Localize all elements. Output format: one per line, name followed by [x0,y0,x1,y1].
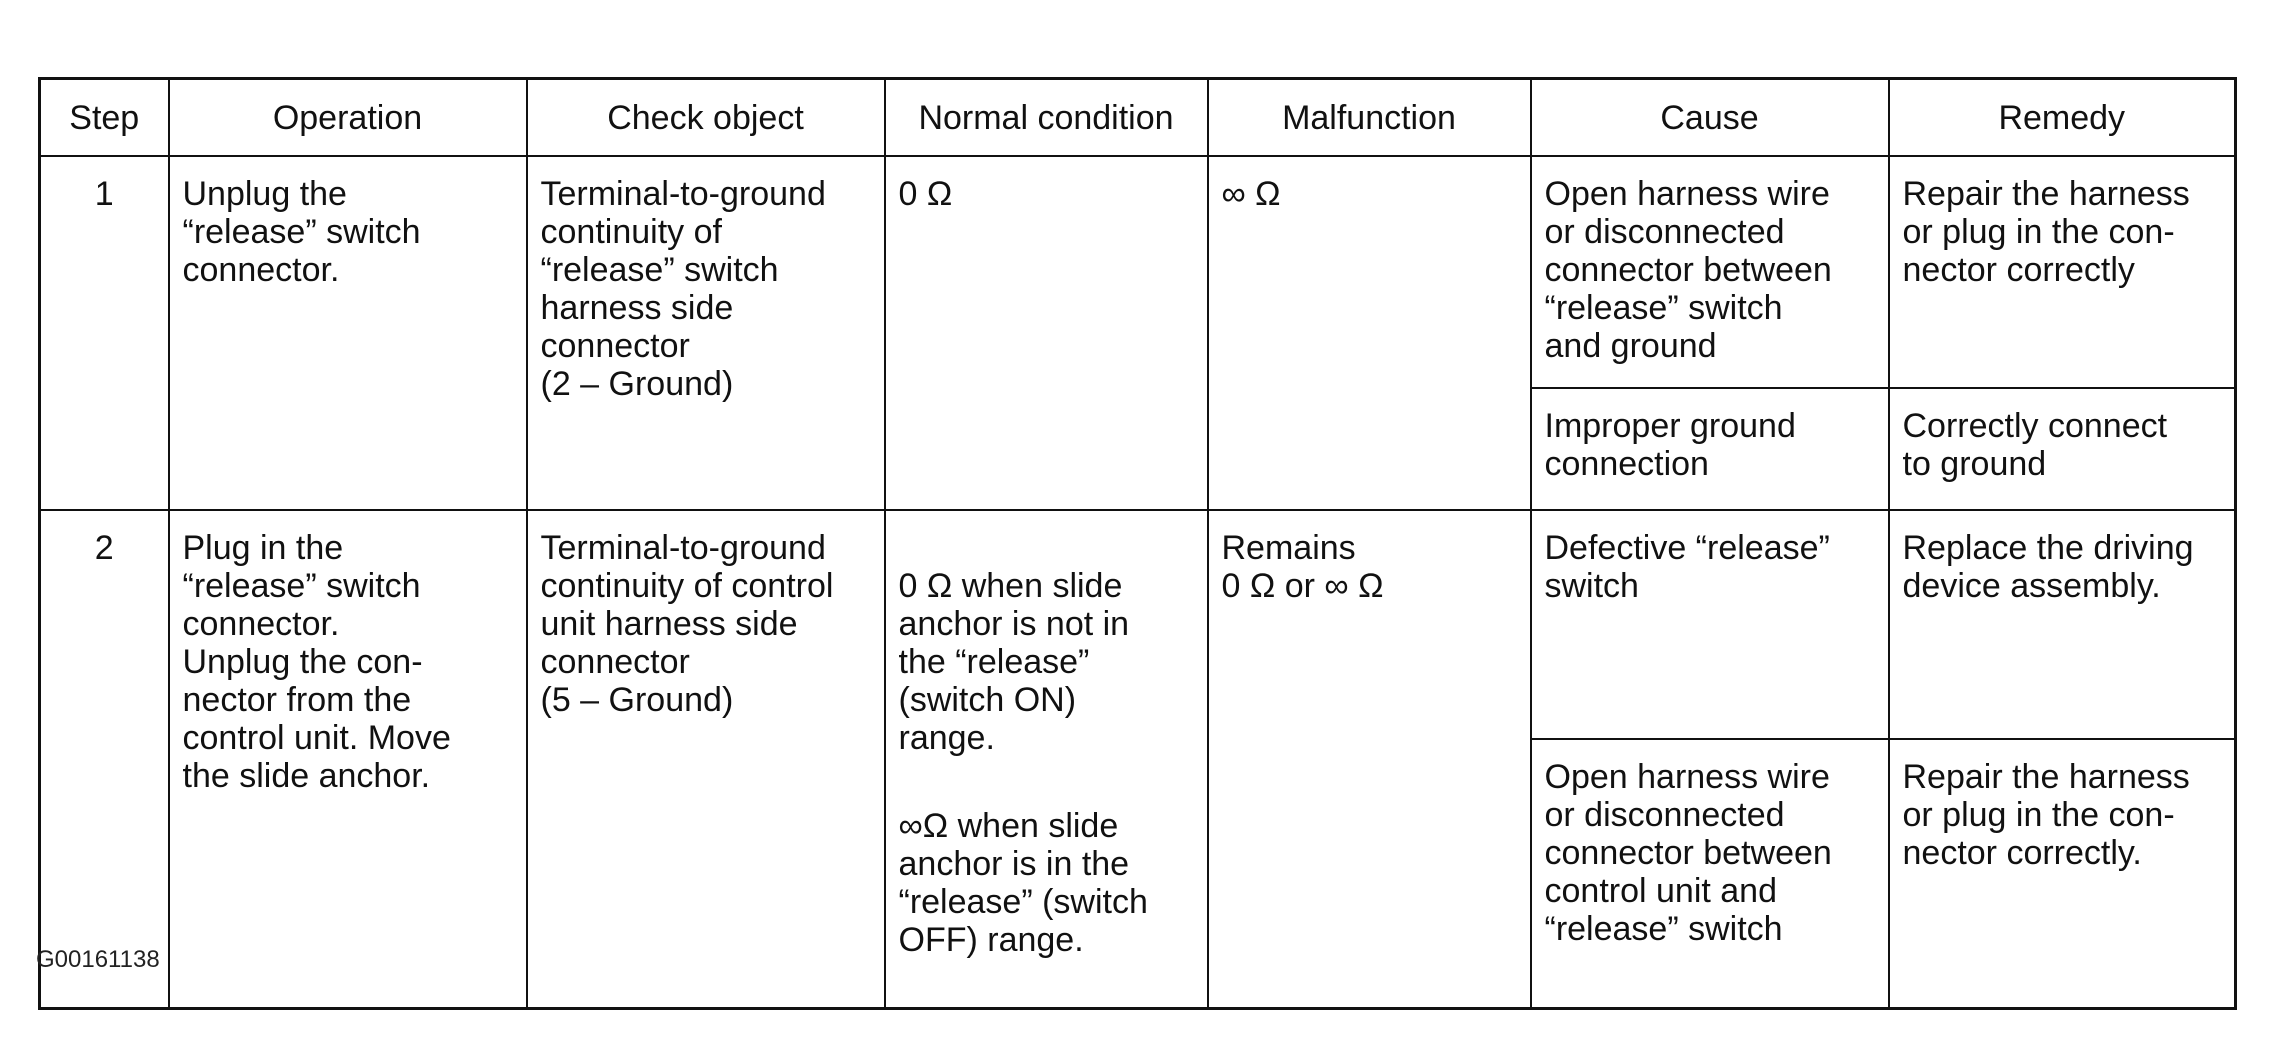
operation-text: Plug in the “release” switch connector. Unplug the con- nector from the control unit. Move the slide anchor. [182,529,451,795]
operation-text: Unplug the “release” switch connector. [182,175,421,289]
normal-condition-cell [885,510,1208,1009]
normal-condition-cell [885,156,1208,510]
check-object-cell [527,510,885,1009]
header-operation: Operation [169,79,527,157]
normal-condition-text: 0 Ω [898,175,953,213]
step-cell [40,510,169,1009]
operation-cell [169,156,527,510]
step-cell [40,156,169,510]
step-number: 1 [94,175,114,213]
header-row [40,79,2236,157]
header-remedy: Remedy [1889,79,2236,157]
remedy-text: Replace the driving device assembly. [1902,529,2194,605]
remedy-cell [1889,739,2236,1009]
malfunction-text: ∞ Ω [1221,175,1281,213]
normal-condition-on-text: 0 Ω when slide anchor is not in the “release” (switch ON) range. [898,567,1130,757]
normal-condition-block [886,511,1207,1007]
header-normal-condition: Normal condition [885,79,1208,157]
malfunction-cell [1208,510,1531,1009]
cause-text: Open harness wire or disconnected connector between “release” switch and ground [1544,175,1832,365]
check-object-text: Terminal-to-ground continuity of control unit harness side connector (5 – Ground) [540,529,834,719]
malfunction-text: Remains 0 Ω or ∞ Ω [1221,529,1384,605]
cause-cell [1531,388,1889,510]
cause-cell [1531,739,1889,1009]
cause-cell [1531,510,1889,739]
operation-cell [169,510,527,1009]
remedy-text: Repair the harness or plug in the con- nector correctly. [1902,757,2190,872]
table-row [40,510,2236,739]
remedy-text: Correctly connect to ground [1902,407,2168,483]
cause-cell [1531,156,1889,388]
normal-condition-off-text: ∞Ω when slide anchor is in the “release” (switch OFF) range. [898,807,1148,959]
header-check-object: Check object [527,79,885,157]
malfunction-cell [1208,156,1531,510]
remedy-cell [1889,388,2236,510]
check-object-cell [527,156,885,510]
cause-text: Improper ground connection [1544,407,1796,483]
cause-text: Defective “release” switch [1544,529,1830,605]
cause-text: Open harness wire or disconnected connector between control unit and “release” switch [1544,757,1832,948]
header-step: Step [40,79,169,157]
figure-id: G00161138 [36,946,160,973]
header-cause: Cause [1531,79,1889,157]
remedy-text: Repair the harness or plug in the con- nector correctly [1902,175,2190,289]
header-malfunction: Malfunction [1208,79,1531,157]
step-number: 2 [94,529,114,567]
remedy-cell [1889,156,2236,388]
remedy-cell [1889,510,2236,739]
table-row [40,156,2236,388]
check-object-text: Terminal-to-ground continuity of “release” switch harness side connector (2 – Ground) [540,175,826,403]
diagnosis-table [38,77,2237,1010]
